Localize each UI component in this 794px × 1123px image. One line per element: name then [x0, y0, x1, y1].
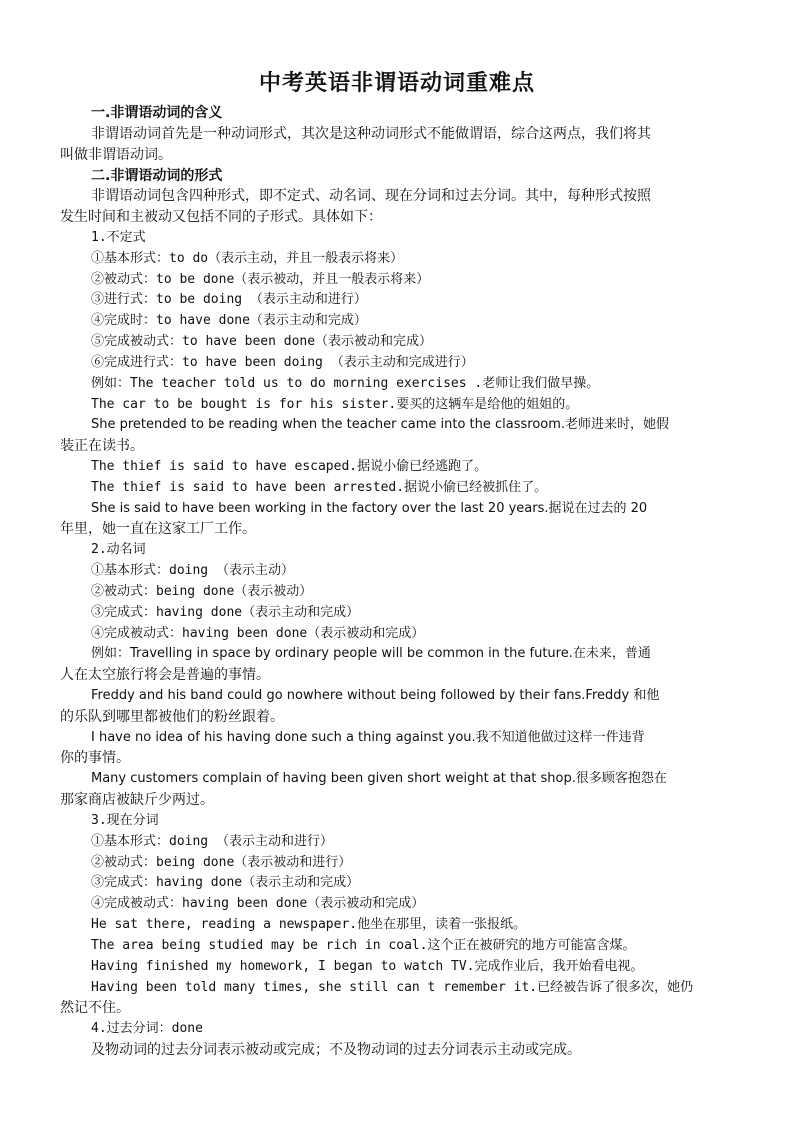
paragraph-line: 及物动词的过去分词表示被动或完成；不及物动词的过去分词表示主动或完成。: [91, 1042, 581, 1058]
paragraph-line: 发生时间和主被动又包括不同的子形式。具体如下：: [60, 209, 382, 225]
subheading-present-participle: 3.现在分词: [91, 813, 159, 828]
example-line: Many customers complain of having been given short weight at that shop.很多顾客抱怨在: [91, 771, 667, 786]
list-item: ⑥完成进行式：to have been doing （表示主动和完成进行）: [91, 355, 474, 370]
example-line: The thief is said to have been arrested.据说小偷已经被抓住了。: [91, 480, 548, 495]
paragraph-line: 非谓语动词包含四种形式，即不定式、动名词、现在分词和过去分词。其中，每种形式按照: [91, 188, 651, 204]
example-line: He sat there, reading a newspaper.他坐在那里，读着一张报纸。: [91, 917, 527, 932]
list-item: ②被动式：being done（表示被动和进行）: [91, 855, 352, 870]
example-line: 那家商店被缺斤少两过。: [60, 792, 214, 808]
example-line: She pretended to be reading when the teacher came into the classroom.老师进来时，她假: [91, 417, 670, 432]
example-line: 年里，她一直在这家工厂工作。: [60, 521, 256, 537]
list-item: ①基本形式：doing （表示主动和进行）: [91, 834, 333, 849]
list-item: ④完成被动式：having been done（表示被动和完成）: [91, 626, 425, 641]
list-item: ③完成式：having done（表示主动和完成）: [91, 605, 360, 620]
subheading-past-participle: 4.过去分词：done: [91, 1021, 203, 1036]
list-item: ①基本形式：doing （表示主动）: [91, 563, 294, 578]
list-item: ④完成时：to have done（表示主动和完成）: [91, 313, 367, 328]
list-item: ⑤完成被动式：to have been done（表示被动和完成）: [91, 334, 433, 349]
section-heading-meaning: 一.非谓语动词的含义: [91, 105, 223, 121]
list-item: ③进行式：to be doing （表示主动和进行）: [91, 292, 367, 307]
example-line: 装正在读书。: [60, 438, 144, 454]
section-heading-forms: 二.非谓语动词的形式: [91, 168, 223, 184]
page-title: 中考英语非谓语动词重难点: [258, 71, 535, 96]
list-item: ②被动式：to be done（表示被动，并且一般表示将来）: [91, 272, 430, 287]
list-item: ②被动式：being done（表示被动）: [91, 584, 313, 599]
example-line: 然记不住。: [60, 1000, 130, 1016]
example-line: 你的事情。: [60, 750, 130, 766]
example-line: 的乐队到哪里都被他们的粉丝跟着。: [60, 709, 284, 725]
example-line: Freddy and his band could go nowhere without being followed by their fans.Freddy 和他: [91, 688, 660, 703]
example-line: Having finished my homework, I began to watch TV.完成作业后，我开始看电视。: [91, 959, 644, 974]
list-item: ③完成式：having done（表示主动和完成）: [91, 875, 360, 890]
example-line: 例如：The teacher told us to do morning exercises .老师让我们做早操。: [91, 376, 600, 391]
example-line: The car to be bought is for his sister.要买的这辆车是给他的姐姐的。: [91, 397, 579, 412]
subheading-infinitive: 1.不定式: [91, 230, 146, 245]
list-item: ④完成被动式：having been done（表示被动和完成）: [91, 896, 425, 911]
example-line: I have no idea of his having done such a thing against you.我不知道他做过这样一件违背: [91, 730, 645, 745]
paragraph-line: 叫做非谓语动词。: [60, 147, 172, 163]
list-item: ①基本形式：to do（表示主动，并且一般表示将来）: [91, 251, 404, 266]
subheading-gerund: 2.动名词: [91, 542, 146, 557]
example-line: Having been told many times, she still can t remember it.已经被告诉了很多次，她仍: [91, 980, 694, 995]
example-line: 人在太空旅行将会是普遍的事情。: [60, 667, 270, 683]
example-line: She is said to have been working in the factory over the last 20 years.据说在过去的 20: [91, 501, 648, 516]
paragraph-line: 非谓语动词首先是一种动词形式，其次是这种动词形式不能做谓语，综合这两点，我们将其: [91, 126, 651, 142]
example-line: 例如：Travelling in space by ordinary people will be common in the future.在未来，普通: [91, 646, 651, 661]
example-line: The area being studied may be rich in coal.这个正在被研究的地方可能富含煤。: [91, 938, 636, 953]
example-line: The thief is said to have escaped.据说小偷已经逃跑了。: [91, 459, 488, 474]
